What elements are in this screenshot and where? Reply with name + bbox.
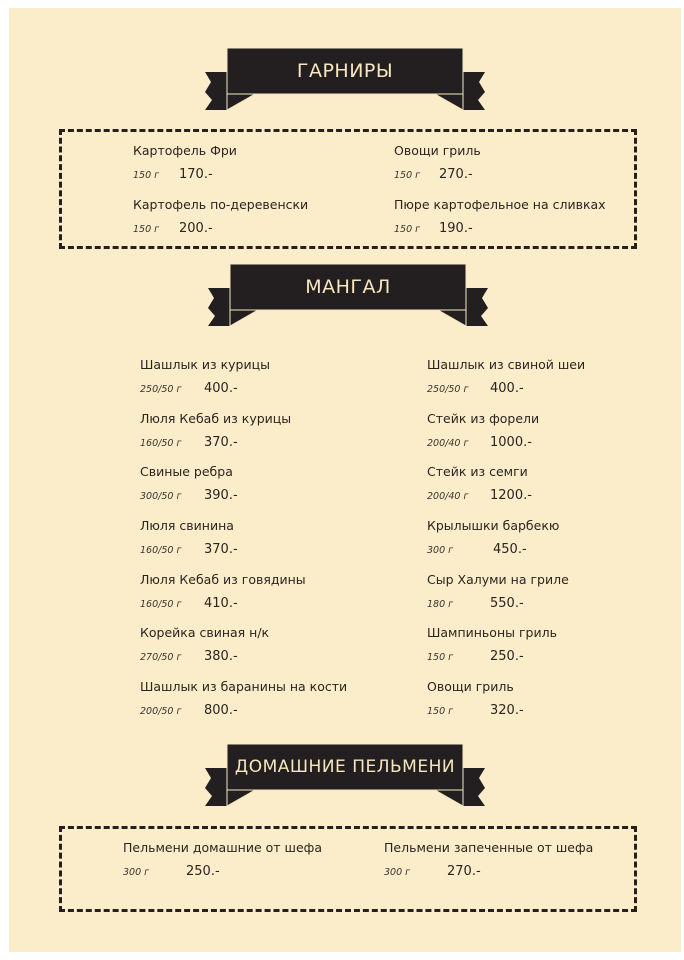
item-weight: 300 г [384,867,411,878]
section-ribbon-garnish [205,48,485,110]
item-name: Шампиньоны гриль [427,625,557,640]
menu-page [9,8,681,952]
item-weight: 150 г [427,706,454,717]
item-weight: 300 г [427,545,454,556]
item-weight: 160/50 г [140,599,182,610]
item-weight: 150 г [394,224,421,235]
section-title-dumplings: ДОМАШНИЕ ПЕЛЬМЕНИ [234,757,456,777]
item-weight: 200/40 г [427,491,469,502]
item-weight: 300 г [123,867,150,878]
item-price: 1200.- [490,488,532,503]
item-name: Крылышки барбекю [427,518,560,533]
item-weight: 180 г [427,599,454,610]
item-price: 800.- [204,703,238,718]
item-name: Шашлык из свиной шеи [427,357,586,372]
section-ribbon-grill [208,264,488,326]
item-price: 370.- [204,542,238,557]
item-price: 250.- [186,864,220,879]
item-price: 550.- [490,596,524,611]
item-price: 250.- [490,649,524,664]
item-name: Овощи гриль [394,143,481,158]
item-name: Стейк из форели [427,411,540,426]
item-price: 400.- [490,381,524,396]
item-price: 1000.- [490,435,532,450]
item-price: 270.- [439,167,473,182]
item-weight: 300/50 г [140,491,182,502]
item-name: Люля Кебаб из говядины [140,572,306,587]
item-name: Сыр Халуми на гриле [427,572,569,587]
item-weight: 200/40 г [427,438,469,449]
item-price: 190.- [439,221,473,236]
item-price: 270.- [447,864,481,879]
item-name: Шашлык из курицы [140,357,270,372]
section-title-garnish: ГАРНИРЫ [296,60,394,82]
item-name: Корейка свиная н/к [140,625,270,640]
item-price: 370.- [204,435,238,450]
item-name: Картофель по-деревенски [133,197,309,212]
item-weight: 150 г [133,170,160,181]
item-price: 390.- [204,488,238,503]
item-price: 400.- [204,381,238,396]
item-price: 450.- [493,542,527,557]
item-name: Пельмени домашние от шефа [123,840,322,855]
item-name: Пельмени запеченные от шефа [384,840,594,855]
item-name: Пюре картофельное на сливках [394,197,606,212]
section-ribbon-dumplings [205,744,485,806]
item-name: Люля свинина [140,518,234,533]
item-weight: 160/50 г [140,438,182,449]
item-weight: 270/50 г [140,652,182,663]
item-name: Овощи гриль [427,679,514,694]
item-price: 320.- [490,703,524,718]
item-weight: 150 г [133,224,160,235]
item-weight: 150 г [394,170,421,181]
item-weight: 150 г [427,652,454,663]
item-weight: 250/50 г [140,384,182,395]
item-price: 380.- [204,649,238,664]
item-name: Картофель Фри [133,143,237,158]
section-title-grill: МАНГАЛ [305,276,391,298]
item-weight: 250/50 г [427,384,469,395]
item-name: Люля Кебаб из курицы [140,411,292,426]
item-name: Свиные ребра [140,464,233,479]
item-name: Стейк из семги [427,464,528,479]
item-price: 170.- [179,167,213,182]
item-price: 410.- [204,596,238,611]
item-name: Шашлык из баранины на кости [140,679,348,694]
item-price: 200.- [179,221,213,236]
item-weight: 200/50 г [140,706,182,717]
item-weight: 160/50 г [140,545,182,556]
